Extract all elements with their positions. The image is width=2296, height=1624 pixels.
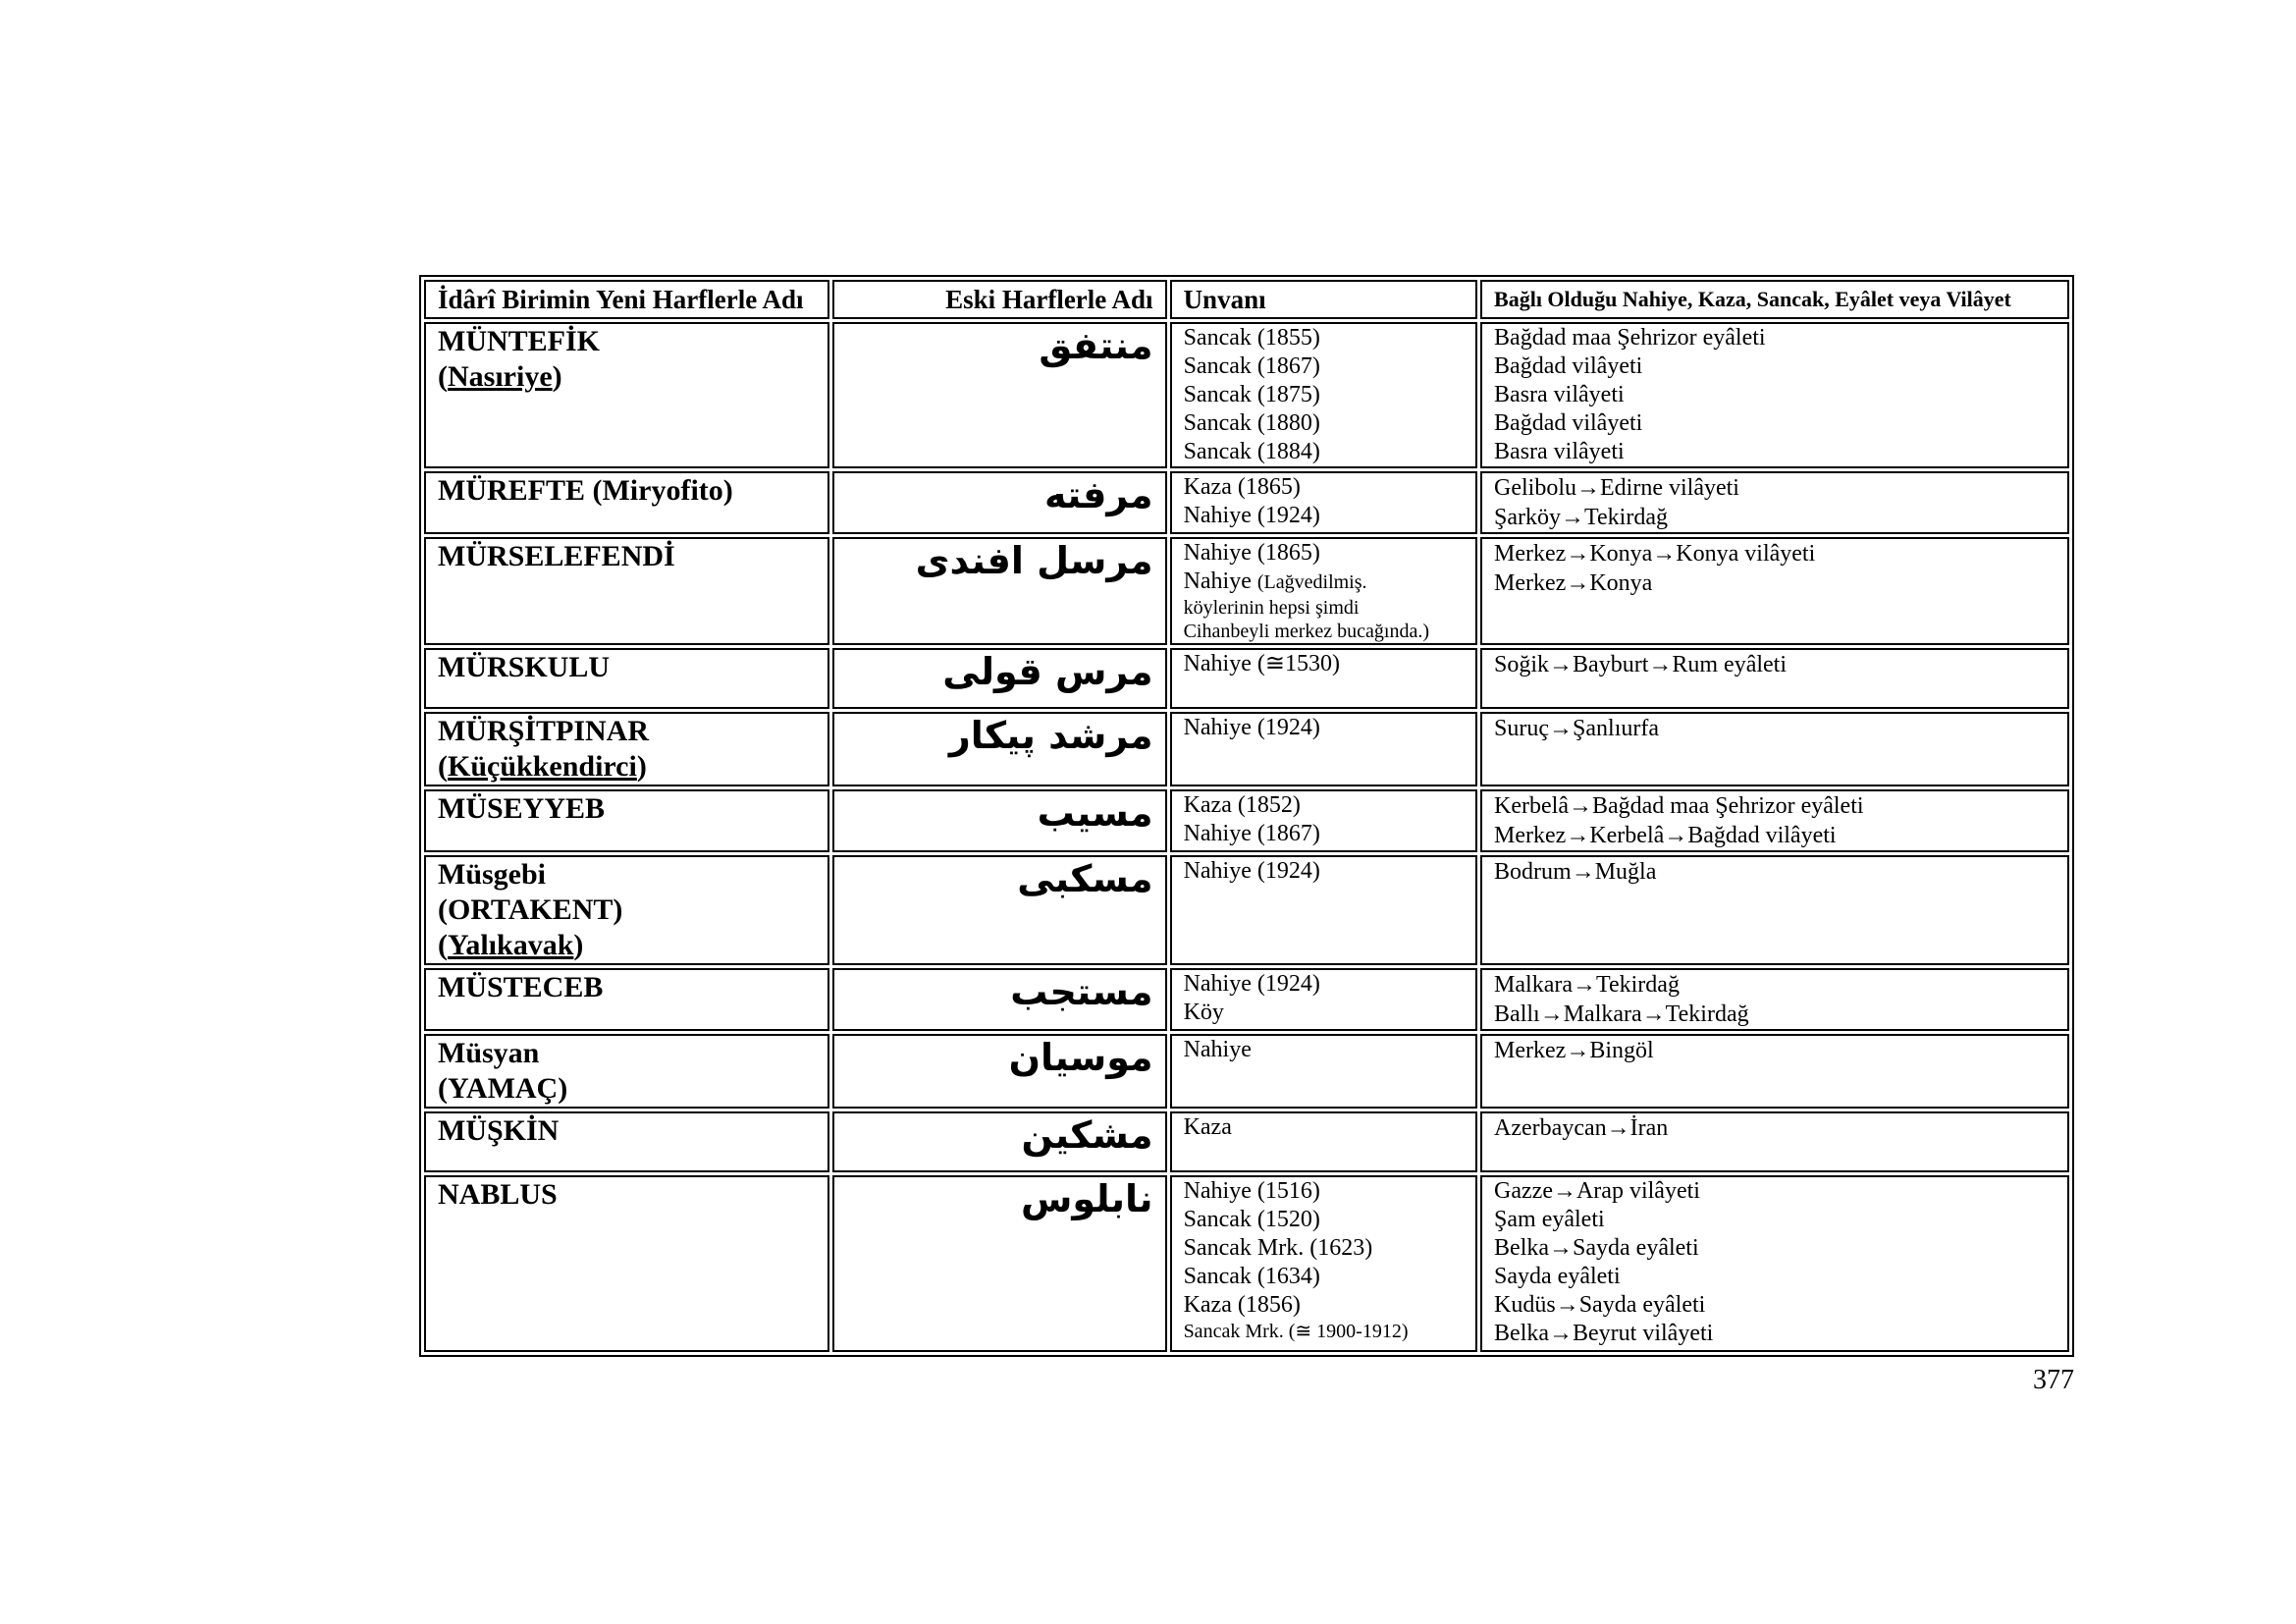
- title-text: Nahiye: [1183, 568, 1257, 594]
- name-underlined: Nasıriye: [448, 360, 553, 393]
- title-line: Sancak Mrk. (≅ 1900-1912): [1183, 1321, 1409, 1342]
- header-affiliation: Bağlı Olduğu Nahiye, Kaza, Sancak, Eyâlet veya Vilâyet: [1480, 280, 2069, 319]
- title-line: Kaza (1856): [1183, 1292, 1301, 1318]
- title-line: Sancak (1634): [1183, 1264, 1320, 1289]
- title-cell: [1170, 1034, 1477, 1109]
- place-line: Gazze→Arap vilâyeti: [1494, 1178, 1700, 1204]
- title-line: Nahiye (1865): [1183, 540, 1320, 566]
- place-line: Gelibolu→Edirne vilâyeti: [1494, 475, 1739, 501]
- new-name-cell: [424, 1034, 829, 1109]
- old-name-cell: مرفته: [832, 471, 1166, 534]
- old-name-cell: منتفق: [832, 322, 1166, 468]
- place-line: Suruç→Şanlıurfa: [1494, 716, 1659, 741]
- name-line: Müsyan: [438, 1037, 540, 1069]
- name-underlined: Yalıkavak: [448, 929, 574, 961]
- old-name-cell: موسيان: [832, 1034, 1166, 1109]
- title-line: Sancak (1855): [1183, 325, 1320, 351]
- name-line: MÜNTEFİK: [438, 325, 600, 357]
- affiliation-cell: [1480, 1034, 2069, 1109]
- table-row: [424, 537, 2069, 645]
- name-paren: ): [636, 750, 647, 783]
- name-line: MÜRSKULU: [438, 651, 611, 683]
- title-note: (Lağvedilmiş.: [1256, 571, 1367, 593]
- place-line: Merkez→Konya: [1494, 570, 1653, 596]
- title-line: Kaza: [1183, 1114, 1232, 1140]
- title-line: Köy: [1183, 1000, 1224, 1025]
- table-row: [424, 968, 2069, 1031]
- affiliation-cell: [1480, 968, 2069, 1031]
- title-cell: [1170, 712, 1477, 786]
- name-line: Müsgebi: [438, 858, 547, 891]
- header-title: Unvanı: [1170, 280, 1477, 319]
- new-name-cell: [424, 322, 829, 468]
- title-line: Nahiye (1867): [1183, 821, 1320, 846]
- name-line: MÜSEYYEB: [438, 792, 606, 825]
- name-line: MÜRSELEFENDİ: [438, 540, 675, 572]
- affiliation-cell: [1480, 471, 2069, 534]
- header-old-name: Eski Harflerle Adı: [832, 280, 1166, 319]
- place-line: Basra vilâyeti: [1494, 439, 1625, 464]
- page-number: 377: [2033, 1365, 2074, 1395]
- title-line: Nahiye (1924): [1183, 503, 1320, 528]
- administrative-units-table: [419, 275, 2074, 1357]
- old-name-cell: مرس قولى: [832, 648, 1166, 709]
- place-line: Sayda eyâleti: [1494, 1264, 1621, 1289]
- name-paren: (: [438, 929, 448, 961]
- title-line: Nahiye: [1183, 1037, 1252, 1062]
- old-name-cell: مسكبى: [832, 855, 1166, 965]
- name-line: MÜRŞİTPINAR: [438, 715, 650, 747]
- title-cell: [1170, 537, 1477, 645]
- new-name-cell: [424, 789, 829, 852]
- affiliation-cell: [1480, 1175, 2069, 1352]
- place-line: Basra vilâyeti: [1494, 382, 1625, 407]
- old-name-cell: مستجب: [832, 968, 1166, 1031]
- name-line: MÜŞKİN: [438, 1114, 560, 1147]
- title-line: [1184, 568, 1464, 596]
- table-row: [424, 789, 2069, 852]
- new-name-cell: [424, 648, 829, 709]
- place-line: Şarköy→Tekirdağ: [1494, 505, 1668, 530]
- title-cell: [1170, 1175, 1477, 1352]
- name-line: MÜSTECEB: [438, 971, 604, 1003]
- place-line: Bodrum→Muğla: [1494, 859, 1657, 885]
- affiliation-cell: [1480, 322, 2069, 468]
- place-line: Soğik→Bayburt→Rum eyâleti: [1494, 652, 1788, 677]
- place-line: Azerbaycan→İran: [1494, 1115, 1669, 1141]
- new-name-cell: [424, 471, 829, 534]
- table-row: [424, 712, 2069, 786]
- place-line: Merkez→Kerbelâ→Bağdad vilâyeti: [1494, 823, 1837, 848]
- old-name-cell: نابلوس: [832, 1175, 1166, 1352]
- table-header-row: [424, 280, 2069, 319]
- affiliation-cell: [1480, 712, 2069, 786]
- title-line: Sancak Mrk. (1623): [1183, 1235, 1373, 1261]
- title-line: Nahiye (1516): [1183, 1178, 1320, 1204]
- name-line: NABLUS: [438, 1178, 558, 1211]
- title-line: Sancak (1520): [1183, 1207, 1320, 1232]
- table-row: [424, 1111, 2069, 1172]
- name-line: MÜREFTE (Miryofito): [438, 474, 733, 507]
- place-line: Bağdad vilâyeti: [1494, 353, 1643, 379]
- affiliation-cell: [1480, 789, 2069, 852]
- place-line: Malkara→Tekirdağ: [1494, 972, 1680, 998]
- affiliation-cell: [1480, 855, 2069, 965]
- place-line: Şam eyâleti: [1494, 1207, 1605, 1232]
- name-underlined: Küçükkendirci: [448, 750, 637, 783]
- affiliation-cell: [1480, 648, 2069, 709]
- title-cell: [1170, 648, 1477, 709]
- title-cell: [1170, 855, 1477, 965]
- document-page: [419, 275, 2074, 1395]
- place-line: Kerbelâ→Bağdad maa Şehrizor eyâleti: [1494, 793, 1864, 819]
- old-name-cell: مرسل افندى: [832, 537, 1166, 645]
- place-line: Bağdad vilâyeti: [1494, 410, 1643, 436]
- title-cell: [1170, 471, 1477, 534]
- table-row: [424, 1175, 2069, 1352]
- place-line: Belka→Sayda eyâleti: [1494, 1235, 1699, 1261]
- old-name-cell: مشكين: [832, 1111, 1166, 1172]
- new-name-cell: [424, 855, 829, 965]
- place-line: Ballı→Malkara→Tekirdağ: [1494, 1001, 1749, 1027]
- table-row: [424, 1034, 2069, 1109]
- title-line: Sancak (1884): [1183, 439, 1320, 464]
- header-new-name: İdârî Birimin Yeni Harflerle Adı: [424, 280, 829, 319]
- title-cell: [1170, 322, 1477, 468]
- name-paren: (: [438, 750, 448, 783]
- place-line: Belka→Beyrut vilâyeti: [1494, 1321, 1714, 1346]
- title-note: köylerinin hepsi şimdi: [1183, 597, 1360, 619]
- new-name-cell: [424, 1175, 829, 1352]
- affiliation-cell: [1480, 537, 2069, 645]
- table-row: [424, 471, 2069, 534]
- title-line: Sancak (1875): [1183, 382, 1320, 407]
- name-paren: ): [573, 929, 584, 961]
- title-note: Cihanbeyli merkez bucağında.): [1183, 621, 1430, 642]
- name-line: (YAMAÇ): [438, 1072, 568, 1105]
- old-name-cell: مرشد پيكار: [832, 712, 1166, 786]
- title-line: Nahiye (≅1530): [1183, 651, 1340, 677]
- title-line: Kaza (1865): [1183, 474, 1301, 500]
- title-line: Nahiye (1924): [1183, 971, 1320, 997]
- title-line: Sancak (1880): [1183, 410, 1320, 436]
- title-cell: [1170, 1111, 1477, 1172]
- table-row: [424, 322, 2069, 468]
- place-line: Merkez→Konya→Konya vilâyeti: [1494, 541, 1816, 567]
- new-name-cell: [424, 537, 829, 645]
- title-line: Kaza (1852): [1183, 792, 1301, 818]
- title-cell: [1170, 968, 1477, 1031]
- place-line: Kudüs→Sayda eyâleti: [1494, 1292, 1706, 1318]
- name-paren: (: [438, 360, 448, 393]
- name-line: (ORTAKENT): [438, 893, 623, 926]
- title-line: Sancak (1867): [1183, 353, 1320, 379]
- title-cell: [1170, 789, 1477, 852]
- new-name-cell: [424, 1111, 829, 1172]
- affiliation-cell: [1480, 1111, 2069, 1172]
- title-line: Nahiye (1924): [1183, 715, 1320, 740]
- place-line: Bağdad maa Şehrizor eyâleti: [1494, 325, 1766, 351]
- name-paren: ): [552, 360, 562, 393]
- table-row: [424, 648, 2069, 709]
- new-name-cell: [424, 712, 829, 786]
- old-name-cell: مسيب: [832, 789, 1166, 852]
- new-name-cell: [424, 968, 829, 1031]
- table-row: [424, 855, 2069, 965]
- place-line: Merkez→Bingöl: [1494, 1038, 1654, 1063]
- title-line: Nahiye (1924): [1183, 858, 1320, 884]
